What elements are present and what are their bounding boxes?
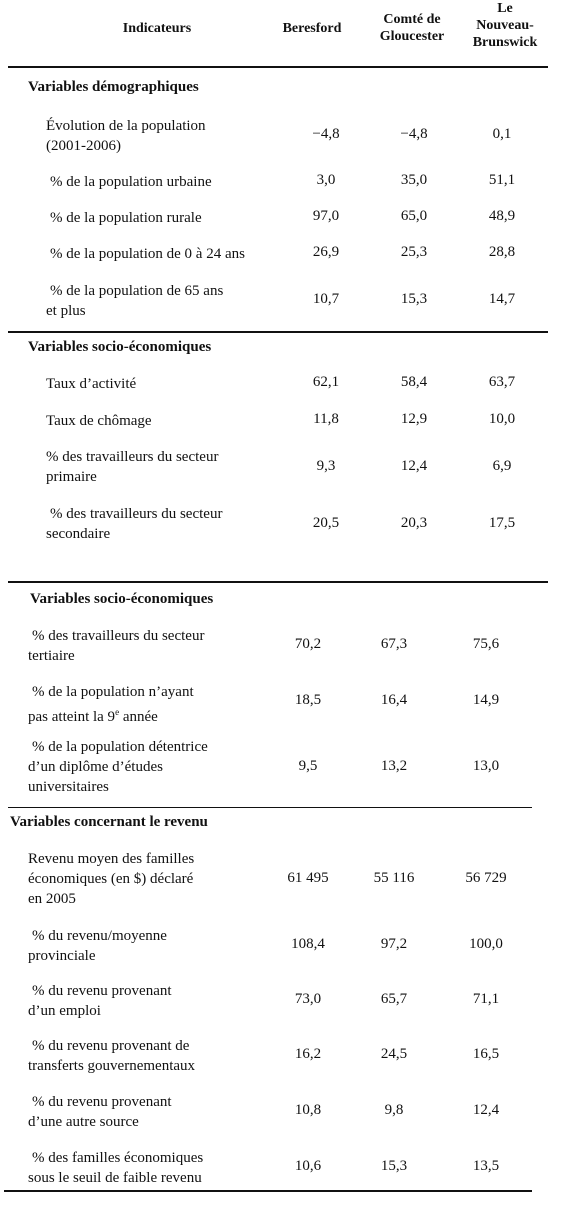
section-rule: [8, 581, 548, 583]
row-value-gloucester: 65,0: [400, 208, 428, 224]
row-value-beresford: 11,8: [313, 411, 339, 427]
header-nb-line3: Brunswick: [472, 35, 538, 50]
section-socio-economiques: Variables socio-économiques: [28, 339, 212, 355]
row-label-0-24: % de la population de 0 à 24 ans: [50, 246, 245, 262]
row-label-rurale: % de la population rurale: [50, 210, 202, 226]
row-value-nb: 28,8: [488, 244, 516, 260]
section-rule: [8, 807, 532, 808]
row-value-beresford: 18,5: [294, 692, 322, 708]
row-value-nb: 48,9: [488, 208, 516, 224]
row-label-revenu-emploi: % du revenu provenant d’un emploi: [28, 983, 172, 1019]
row-value-beresford: 16,2: [294, 1046, 322, 1062]
row-value-beresford: 10,6: [294, 1158, 322, 1174]
row-value-beresford: 108,4: [291, 936, 325, 952]
row-value-gloucester: 15,3: [400, 291, 428, 307]
header-comte-gloucester: [372, 11, 452, 45]
header-comte-line2: Gloucester: [379, 29, 445, 44]
row-value-beresford: 10,7: [312, 291, 340, 307]
bottom-rule: [4, 1190, 532, 1192]
row-value-gloucester: 20,3: [400, 515, 428, 531]
header-nb-line2: Nouveau-: [476, 18, 534, 33]
row-value-nb: 14,7: [488, 291, 516, 307]
header-comte-line1: Comté de: [383, 12, 441, 27]
row-label-9e-annee: % de la population n’ayant pas atteint la 9e année: [28, 684, 194, 725]
row-value-beresford: 10,8: [294, 1102, 322, 1118]
row-value-beresford: 73,0: [294, 991, 322, 1007]
row-value-gloucester: 12,4: [400, 458, 428, 474]
section-socio-economiques-2: Variables socio-économiques: [30, 591, 214, 607]
row-value-nb: 63,7: [488, 374, 516, 390]
row-value-nb: 17,5: [488, 515, 516, 531]
header-nouveau-brunswick: [455, 0, 555, 51]
row-label-taux-chomage: Taux de chômage: [46, 413, 152, 429]
row-label-tertiaire: % des travailleurs du secteur tertiaire: [28, 628, 205, 664]
row-value-beresford: 97,0: [312, 208, 340, 224]
row-value-nb: 75,6: [472, 636, 500, 652]
row-label-65-plus: % de la population de 65 ans et plus: [46, 283, 224, 319]
row-value-gloucester: 12,9: [400, 411, 428, 427]
section-rule: [8, 331, 548, 333]
row-value-nb: 16,5: [472, 1046, 500, 1062]
header-beresford: Beresford: [282, 21, 342, 36]
row-value-nb: 13,0: [472, 758, 500, 774]
row-value-gloucester: 25,3: [400, 244, 428, 260]
row-value-gloucester: 35,0: [400, 172, 428, 188]
row-value-gloucester: 65,7: [380, 991, 408, 1007]
row-value-beresford: 70,2: [294, 636, 322, 652]
row-label-revenu-moyen: Revenu moyen des familles économiques (en $) déclaré en 2005: [28, 851, 195, 907]
row-label-primaire: % des travailleurs du secteur primaire: [46, 449, 219, 485]
row-value-gloucester: 24,5: [380, 1046, 408, 1062]
row-label-universitaires: % de la population détentrice d’un diplôme d’études universitaires: [28, 739, 208, 795]
row-value-nb: 56 729: [465, 870, 507, 886]
row-value-gloucester: 15,3: [380, 1158, 408, 1174]
row-value-gloucester: −4,8: [400, 126, 428, 142]
row-value-beresford: 20,5: [312, 515, 340, 531]
row-value-gloucester: 97,2: [380, 936, 408, 952]
header-rule: [8, 66, 548, 68]
row-label-urbaine: % de la population urbaine: [50, 174, 212, 190]
row-label-revenu-moyenne: % du revenu/moyenne provinciale: [28, 928, 167, 964]
row-value-nb: 13,5: [472, 1158, 500, 1174]
row-value-beresford: 9,3: [316, 458, 336, 474]
row-value-nb: 14,9: [472, 692, 500, 708]
section-revenu: Variables concernant le revenu: [10, 814, 208, 830]
row-value-beresford: 3,0: [316, 172, 336, 188]
row-label-secondaire: % des travailleurs du secteur secondaire: [46, 506, 223, 542]
row-value-gloucester: 67,3: [380, 636, 408, 652]
row-label-evolution: Évolution de la population (2001-2006): [46, 118, 206, 154]
row-label-revenu-autre: % du revenu provenant d’une autre source: [28, 1094, 172, 1130]
row-value-beresford: 26,9: [312, 244, 340, 260]
row-value-nb: 51,1: [488, 172, 516, 188]
row-value-gloucester: 13,2: [380, 758, 408, 774]
row-value-beresford: 62,1: [312, 374, 340, 390]
row-value-nb: 12,4: [472, 1102, 500, 1118]
row-value-nb: 10,0: [488, 411, 516, 427]
row-value-beresford: −4,8: [312, 126, 340, 142]
row-value-nb: 100,0: [469, 936, 503, 952]
row-value-nb: 6,9: [492, 458, 512, 474]
row-value-beresford: 9,5: [298, 758, 318, 774]
header-indicateurs: Indicateurs: [122, 21, 192, 36]
row-label-faible-revenu: % des familles économiques sous le seuil de faible revenu: [28, 1150, 204, 1186]
row-value-gloucester: 55 116: [373, 870, 415, 886]
section-demographiques: Variables démographiques: [28, 79, 199, 95]
row-label-revenu-transferts: % du revenu provenant de transferts gouvernementaux: [28, 1038, 196, 1074]
header-nb-line1: Le: [497, 1, 513, 16]
row-value-nb: 0,1: [492, 126, 512, 142]
row-label-taux-activite: Taux d’activité: [46, 376, 137, 392]
row-value-beresford: 61 495: [287, 870, 329, 886]
row-value-nb: 71,1: [472, 991, 500, 1007]
row-value-gloucester: 16,4: [380, 692, 408, 708]
row-value-gloucester: 9,8: [384, 1102, 404, 1118]
row-value-gloucester: 58,4: [400, 374, 428, 390]
